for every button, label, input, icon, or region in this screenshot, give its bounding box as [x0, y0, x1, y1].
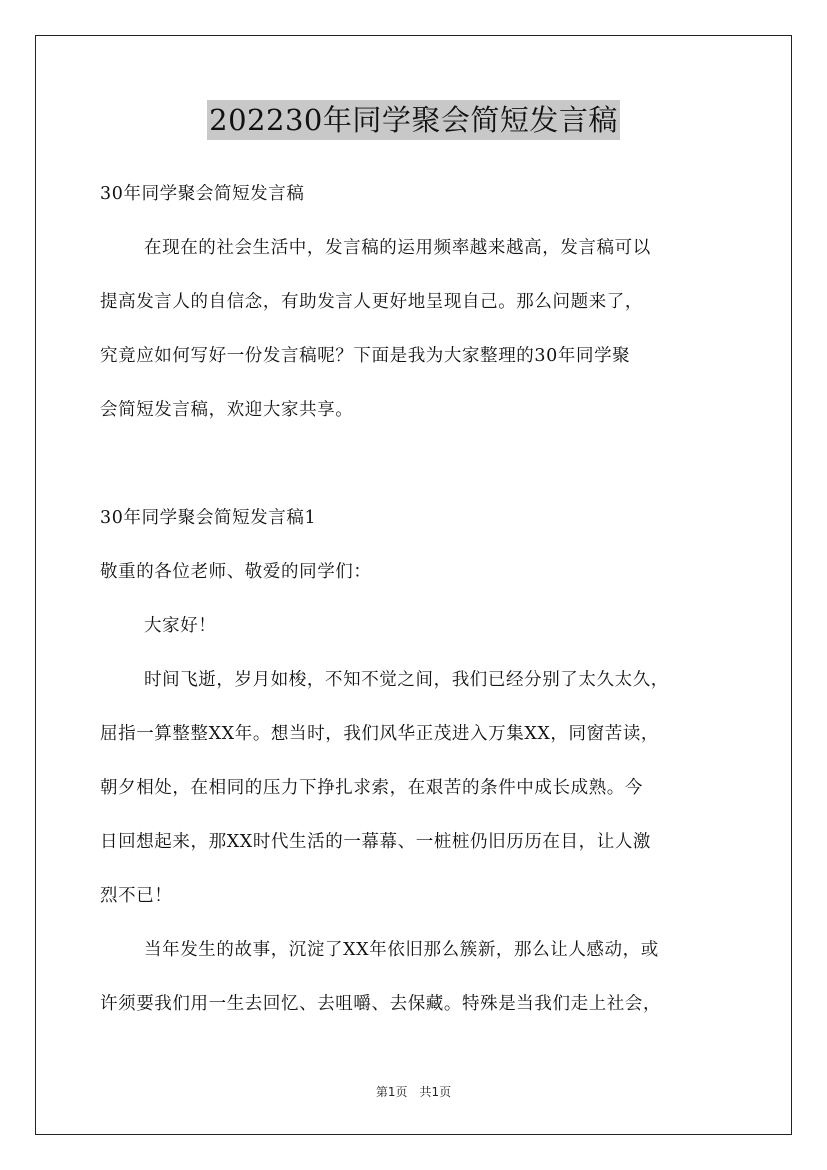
body-line: 许须要我们用一生去回忆、去咀嚼、去保藏。特殊是当我们走上社会， [100, 994, 662, 1014]
intro-line: 究竟应如何写好一份发言稿呢？下面是我为大家整理的30年同学聚 [100, 346, 631, 366]
body-line: 时间飞逝，岁月如梭，不知不觉之间，我们已经分别了太久太久， [144, 670, 669, 690]
section-heading: 30年同学聚会简短发言稿1 [100, 508, 317, 528]
body-line: 朝夕相处，在相同的压力下挣扎求索，在艰苦的条件中成长成熟。今 [100, 778, 643, 798]
title-block [0, 100, 827, 140]
page-number-footer: 第1页 共1页 [375, 1085, 452, 1099]
document-title: 202230年同学聚会简短发言稿 [207, 100, 620, 140]
intro-line: 提高发言人的自信念，有助发言人更好地呈现自己。那么问题来了， [100, 292, 643, 312]
body-line: 屈指一算整整XX年。想当时，我们风华正茂进入万集XX，同窗苦读， [100, 724, 660, 744]
salutation: 敬重的各位老师、敬爱的同学们： [100, 562, 372, 582]
document-subtitle: 30年同学聚会简短发言稿 [100, 184, 305, 204]
body-line: 烈不已！ [100, 886, 173, 906]
body-line: 当年发生的故事，沉淀了XX年依旧那么簇新，那么让人感动，或 [144, 940, 659, 960]
intro-line: 在现在的社会生活中，发言稿的运用频率越来越高，发言稿可以 [144, 238, 651, 258]
body-line: 日回想起来，那XX时代生活的一幕幕、一桩桩仍旧历历在目，让人激 [100, 832, 652, 852]
intro-line: 会简短发言稿，欢迎大家共享。 [100, 400, 354, 420]
greeting: 大家好！ [144, 616, 217, 636]
